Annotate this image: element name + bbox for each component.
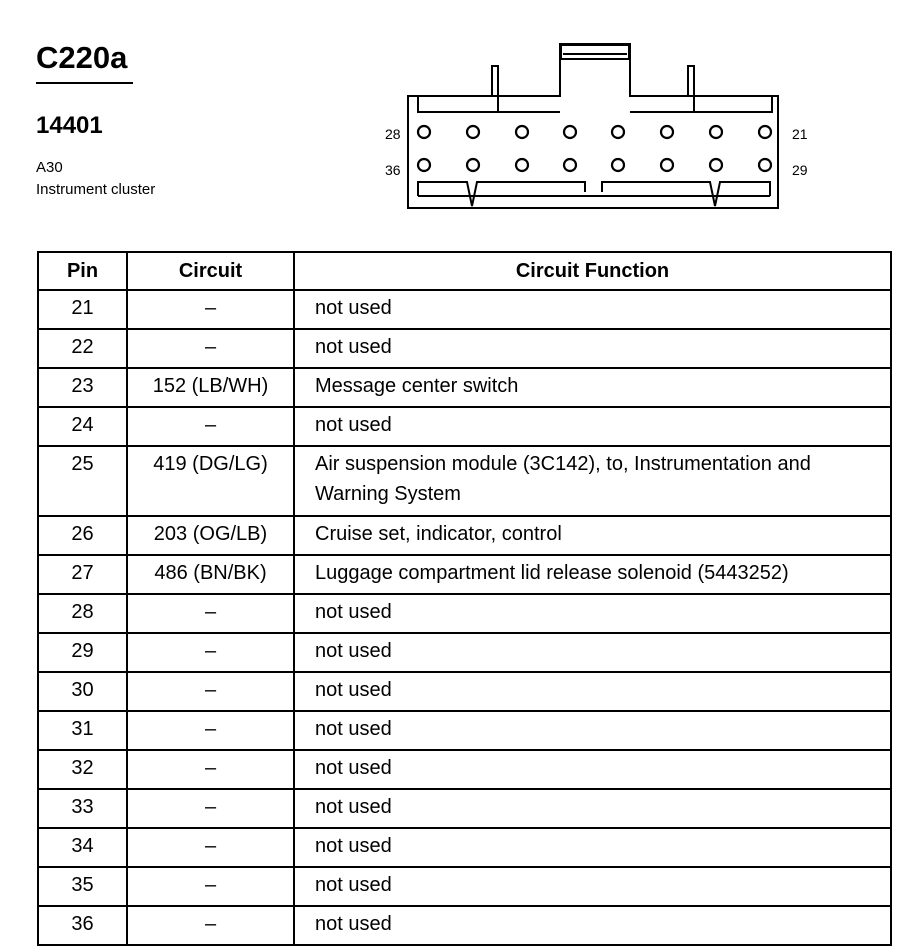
table-row [38, 290, 891, 329]
connector-diagram [380, 38, 830, 218]
pin-cell: 35 [38, 867, 127, 906]
function-cell: not used [294, 789, 891, 828]
pin-cell: 25 [38, 446, 127, 516]
table-row [38, 633, 891, 672]
circuit-cell: – [127, 906, 294, 945]
pin-cell: 31 [38, 711, 127, 750]
pin-cell: 32 [38, 750, 127, 789]
function-cell: Cruise set, indicator, control [294, 516, 891, 555]
title-underline [36, 82, 133, 84]
function-cell: not used [294, 633, 891, 672]
circuit-cell: – [127, 867, 294, 906]
function-cell: not used [294, 407, 891, 446]
pin-cell: 34 [38, 828, 127, 867]
circuit-cell: – [127, 750, 294, 789]
pin-cell: 22 [38, 329, 127, 368]
function-cell: not used [294, 290, 891, 329]
pin-label-bottom-left: 36 [385, 162, 401, 178]
pin-cell: 30 [38, 672, 127, 711]
function-cell: not used [294, 906, 891, 945]
function-cell: not used [294, 672, 891, 711]
function-cell: not used [294, 828, 891, 867]
function-cell: not used [294, 711, 891, 750]
pin-label-top-right: 21 [792, 126, 808, 142]
table-row [38, 906, 891, 945]
component-code: A30 [36, 159, 63, 176]
part-number: 14401 [36, 112, 103, 139]
circuit-cell: 203 (OG/LB) [127, 516, 294, 555]
header-circuit-function: Circuit Function [294, 252, 891, 290]
pin-cell: 33 [38, 789, 127, 828]
table-row [38, 750, 891, 789]
function-cell: Luggage compartment lid release solenoid (5443252) [294, 555, 891, 594]
circuit-cell: – [127, 290, 294, 329]
function-cell: not used [294, 594, 891, 633]
table-row [38, 446, 891, 516]
pin-cell: 28 [38, 594, 127, 633]
connector-face-drawing [380, 38, 830, 218]
circuit-cell: – [127, 407, 294, 446]
function-cell: Message center switch [294, 368, 891, 407]
table-row [38, 594, 891, 633]
table-row [38, 867, 891, 906]
pin-cell: 26 [38, 516, 127, 555]
table-row [38, 407, 891, 446]
pin-cell: 36 [38, 906, 127, 945]
circuit-cell: – [127, 329, 294, 368]
pin-cell: 21 [38, 290, 127, 329]
circuit-cell: – [127, 633, 294, 672]
pinout-table [37, 251, 892, 946]
function-cell: not used [294, 867, 891, 906]
pin-label-bottom-right: 29 [792, 162, 808, 178]
pin-cell: 29 [38, 633, 127, 672]
table-row [38, 368, 891, 407]
table-header-row [38, 252, 891, 290]
header-circuit: Circuit [127, 252, 294, 290]
function-cell: not used [294, 750, 891, 789]
pin-cell: 23 [38, 368, 127, 407]
circuit-cell: – [127, 828, 294, 867]
circuit-cell: 486 (BN/BK) [127, 555, 294, 594]
pin-cell: 27 [38, 555, 127, 594]
table-row [38, 555, 891, 594]
pin-cell: 24 [38, 407, 127, 446]
circuit-cell: – [127, 672, 294, 711]
function-cell: not used [294, 329, 891, 368]
header-pin: Pin [38, 252, 127, 290]
circuit-cell: – [127, 594, 294, 633]
circuit-cell: – [127, 789, 294, 828]
function-cell: Air suspension module (3C142), to, Instrumentation and Warning System [294, 446, 891, 516]
table-row [38, 828, 891, 867]
circuit-cell: – [127, 711, 294, 750]
table-row [38, 329, 891, 368]
pin-label-top-left: 28 [385, 126, 401, 142]
circuit-cell: 419 (DG/LG) [127, 446, 294, 516]
component-name: Instrument cluster [36, 181, 156, 198]
table-row [38, 789, 891, 828]
connector-id-title: C220a [36, 40, 128, 75]
circuit-cell: 152 (LB/WH) [127, 368, 294, 407]
table-row [38, 672, 891, 711]
table-row [38, 516, 891, 555]
table-row [38, 711, 891, 750]
pin-cavities [418, 126, 771, 171]
